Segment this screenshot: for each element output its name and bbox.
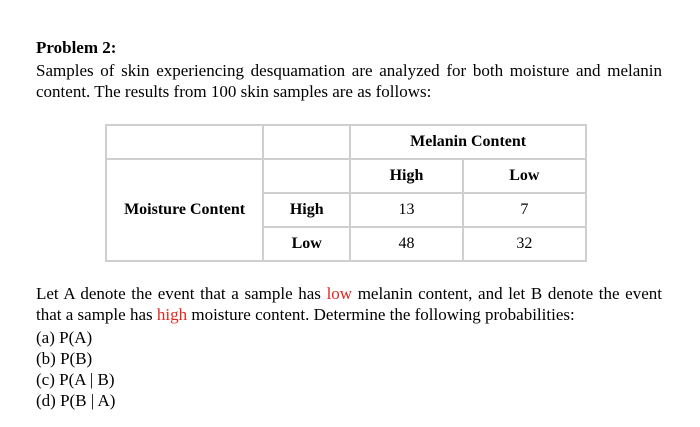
problem-intro: Samples of skin experiencing desquamation are analyzed for both moisture and melanin content. The results from 100 skin samples are as follows: (36, 61, 662, 101)
question-part-1: Let A denote the event that a sample has (36, 284, 327, 303)
question-part-3: moisture content. Determine the following probabilities: (187, 305, 575, 324)
cell-low-low: 32 (463, 227, 586, 261)
cell-high-low: 7 (463, 193, 586, 227)
question-part-2: melanin content, and let B denote the event that a sample has (36, 284, 662, 324)
melanin-content-header: Melanin Content (350, 125, 586, 159)
table-empty-cell (263, 159, 350, 193)
table-corner-cell (106, 125, 263, 159)
cell-low-high: 48 (350, 227, 463, 261)
contingency-table (105, 124, 587, 262)
list-item: (c) P(A | B) (36, 370, 115, 389)
melanin-high-header: High (350, 159, 463, 193)
moisture-low-label: Low (263, 227, 350, 261)
question-text (36, 283, 662, 325)
problem-title: Problem 2: (36, 38, 117, 57)
highlight-high: high (156, 305, 188, 324)
question-parts-list (36, 327, 115, 411)
moisture-high-label: High (263, 193, 350, 227)
moisture-content-header: Moisture Content (106, 159, 263, 261)
list-item: (a) P(A) (36, 328, 93, 347)
cell-high-high: 13 (350, 193, 463, 227)
table-subheader-row (106, 159, 586, 193)
highlight-low: low (326, 284, 353, 303)
melanin-low-header: Low (463, 159, 586, 193)
table-header-row (106, 125, 586, 159)
table-corner-cell-2 (263, 125, 350, 159)
list-item: (d) P(B | A) (36, 391, 116, 410)
list-item: (b) P(B) (36, 349, 93, 368)
